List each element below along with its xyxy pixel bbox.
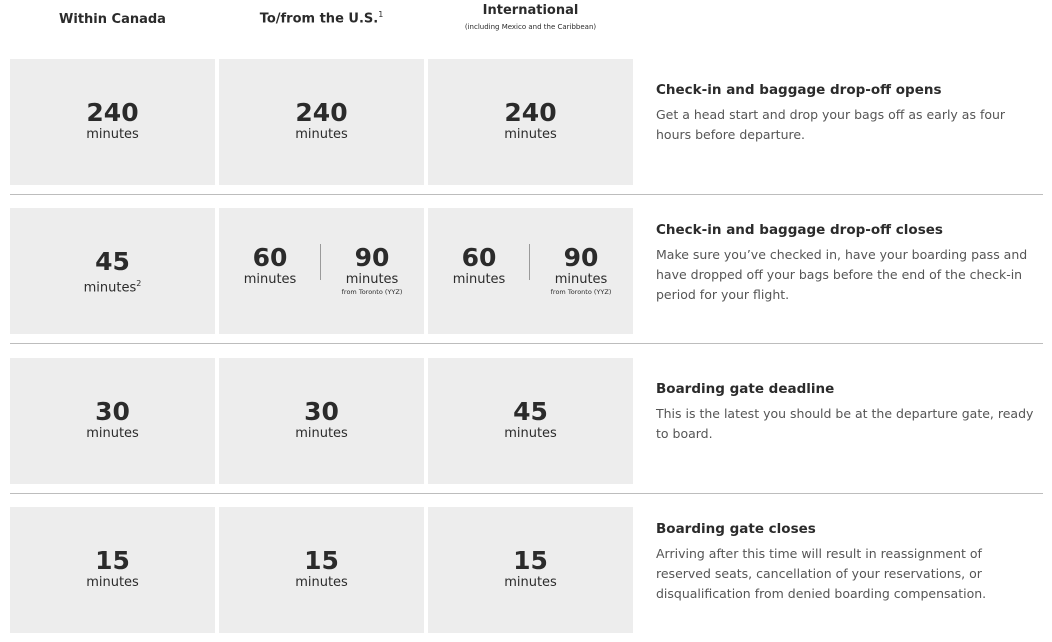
- row-title: Check-in and baggage drop-off closes: [656, 222, 943, 238]
- time-unit: minutes: [295, 575, 348, 590]
- time-value: 90: [563, 243, 599, 272]
- time-value: 15: [304, 546, 339, 575]
- time-value: 60: [461, 243, 497, 272]
- row-body: Make sure you’ve checked in, have your boarding pass and have dropped off your bags before the end of the check-in period for your flight.: [656, 247, 1028, 302]
- time-unit: minutes: [504, 127, 557, 142]
- row-title: Boarding gate deadline: [656, 381, 835, 397]
- time-value: 90: [354, 243, 390, 272]
- column-header-international-label: International: [482, 3, 579, 18]
- time-unit: minutes: [504, 426, 557, 441]
- time-unit: minutes: [243, 272, 297, 287]
- row-body: Get a head start and drop your bags off as early as four hours before departure.: [656, 107, 1006, 142]
- column-header-canada: [10, 0, 215, 50]
- time-value: 240: [86, 98, 139, 127]
- column-header-us-label: To/from the U.S.: [259, 11, 379, 27]
- table-row-gate-closes: [0, 507, 1052, 633]
- footnote-marker[interactable]: 2: [136, 279, 142, 288]
- time-unit: minutes: [295, 426, 348, 441]
- row-divider: [10, 194, 1043, 195]
- time-value: 45: [95, 247, 130, 276]
- time-value: 15: [513, 546, 548, 575]
- cell-us: [219, 507, 424, 633]
- row-divider: [10, 493, 1043, 494]
- time-unit: minutes: [452, 272, 506, 287]
- cell-international: [428, 507, 633, 633]
- footnote-marker[interactable]: 1: [378, 10, 384, 19]
- column-header-international: [428, 0, 633, 50]
- cell-us: [219, 358, 424, 484]
- table-row-checkin-closes: [0, 208, 1052, 334]
- table-row-checkin-opens: [0, 59, 1052, 185]
- column-header-us: [219, 0, 424, 50]
- row-divider: [10, 343, 1043, 344]
- row-body: This is the latest you should be at the departure gate, ready to board.: [656, 406, 1034, 441]
- time-value: 30: [95, 397, 130, 426]
- time-block-toronto: [530, 244, 632, 297]
- cell-international: [428, 358, 633, 484]
- time-unit: minutes: [86, 575, 139, 590]
- cell-canada: [10, 208, 215, 334]
- time-value: 240: [295, 98, 348, 127]
- row-description: [656, 81, 1036, 145]
- time-value: 240: [504, 98, 557, 127]
- row-description: [656, 520, 1036, 604]
- row-description: [656, 380, 1036, 444]
- time-unit: minutes: [345, 272, 399, 287]
- time-unit: minutes: [504, 575, 557, 590]
- cell-us: [219, 59, 424, 185]
- time-unit: minutes: [83, 280, 137, 296]
- cell-canada: [10, 59, 215, 185]
- airport-note: from Toronto (YYZ): [341, 288, 403, 296]
- time-unit: minutes: [295, 127, 348, 142]
- column-header-international-sub: (including Mexico and the Caribbean): [464, 23, 597, 31]
- time-unit: minutes: [86, 426, 139, 441]
- cell-canada: [10, 507, 215, 633]
- time-value: 60: [252, 243, 288, 272]
- time-block-general: [428, 244, 530, 288]
- table-row-gate-deadline: [0, 358, 1052, 484]
- row-title: Check-in and baggage drop-off opens: [656, 82, 942, 98]
- airport-note: from Toronto (YYZ): [550, 288, 612, 296]
- cell-international: [428, 208, 633, 334]
- time-value: 45: [513, 397, 548, 426]
- column-header-canada-label: Within Canada: [59, 12, 166, 27]
- time-block-general: [219, 244, 321, 288]
- cell-us: [219, 208, 424, 334]
- time-unit: minutes: [554, 272, 608, 287]
- cell-international: [428, 59, 633, 185]
- row-description: [656, 221, 1036, 305]
- time-unit: minutes: [86, 127, 139, 142]
- cell-canada: [10, 358, 215, 484]
- row-body: Arriving after this time will result in reassignment of reserved seats, cancellation of your reservations, or disqualification from denied boarding compensation.: [656, 546, 987, 601]
- time-block-toronto: [321, 244, 423, 297]
- row-title: Boarding gate closes: [656, 521, 816, 537]
- time-value: 30: [304, 397, 339, 426]
- time-value: 15: [95, 546, 130, 575]
